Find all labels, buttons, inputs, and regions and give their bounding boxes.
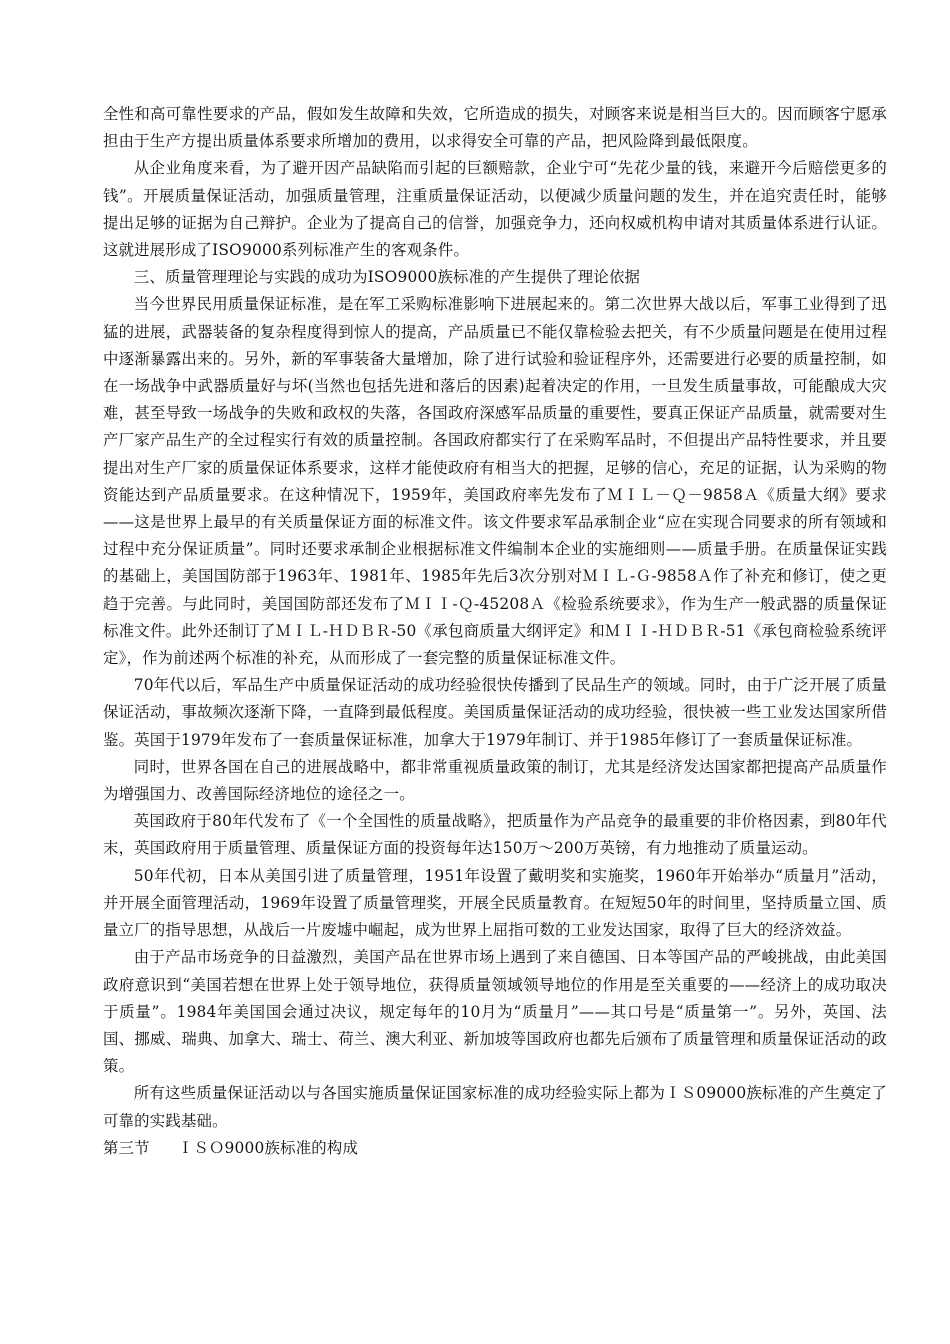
paragraph-continuation: 全性和高可靠性要求的产品，假如发生故障和失效，它所造成的损失，对顾客来说是相当巨大的。因而顾客宁愿承担由于生产方提出质量体系要求所增加的费用，以求得安全可靠的产品，把风险降到最低限度。 bbox=[103, 105, 887, 151]
paragraph-military-standards: 当今世界民用质量保证标准，是在军工采购标准影响下进展起来的。第二次世界大战以后，军事工业得到了迅猛的进展，武器装备的复杂程度得到惊人的提高，产品质量已不能仅靠检验去把关，有不少质量问题是在使用过程中逐渐暴露出来的。另外，新的军事装备大量增加，除了进行试验和验证程序外，还需要进行必要的质量控制，如在一场战争中武器质量好与坏(当然也包括先进和落后的因素)起着决定的作用，一旦发生质量事故，可能酿成大灾难，甚至导致一场战争的失败和政权的失落，各国政府深感军品质量的重要性，要真正保证产品质量，就需要对生产厂家产品生产的全过程实行有效的质量控制。各国政府都实行了在采购军品时，不但提出产品特性要求，并且要提出对生产厂家的质量保证体系要求，这样才能使政府有相当大的把握，足够的信心，充足的证据，认为采购的物资能达到产品质量要求。在这种情况下，1959年，美国政府率先发布了ＭＩＬ－Ｑ－9858Ａ《质量大纲》要求——这是世界上最早的有关质量保证方面的标准文件。该文件要求军品承制企业“应在实现合同要求的所有领域和过程中充分保证质量”。同时还要求承制企业根据标准文件编制本企业的实施细则——质量手册。在质量保证实践的基础上，美国国防部于1963年、1981年、1985年先后3次分别对ＭＩＬ-Ｇ-9858Ａ作了补充和修订，使之更趋于完善。与此同时，美国国防部还发布了ＭＩＩ-Ｑ-45208Ａ《检验系统要求》，作为生产一般武器的质量保证标准文件。此外还制订了ＭＩＬ-ＨＤＢＲ-50《承包商质量大纲评定》和ＭＩＩ-ＨＤＢＲ-51《承包商检验系统评定》，作为前述两个标准的补充，从而形成了一套完整的质量保证标准文件。 bbox=[103, 295, 887, 668]
subheading-theory-practice: 三、质量管理理论与实践的成功为ISO9000族标准的产生提供了理论依据 bbox=[133, 268, 641, 287]
section-heading bbox=[103, 1135, 887, 1162]
paragraph-conclusion: 所有这些质量保证活动以与各国实施质量保证国家标准的成功经验实际上都为ＩＳ09000族标准的产生奠定了可靠的实践基础。 bbox=[103, 1084, 887, 1130]
paragraph-enterprise-view: 从企业角度来看，为了避开因产品缺陷而引起的巨额赔款，企业宁可“先花少量的钱，来避开今后赔偿更多的钱”。开展质量保证活动，加强质量管理，注重质量保证活动，以便减少质量问题的发生，并在追究责任时，能够提出足够的证据为自己辩护。企业为了提高自己的信誉，加强竞争力，还向权威机构申请对其质量体系进行认证。这就进展形成了ISO9000系列标准产生的客观条件。 bbox=[103, 159, 887, 260]
document-page bbox=[103, 101, 887, 1162]
paragraph-uk-strategy: 英国政府于80年代发布了《一个全国性的质量战略》，把质量作为产品竞争的最重要的非价格因素，到80年代末，英国政府用于质量管理、质量保证方面的投资每年达150万～200万英镑，有力地推动了质量运动。 bbox=[103, 812, 887, 858]
paragraph-us-competition: 由于产品市场竞争的日益激烈，美国产品在世界市场上遇到了来自德国、日本等国产品的严峻挑战，由此美国政府意识到“美国若想在世界上处于领导地位，获得质量领域领导地位的作用是至关重要的——经济上的成功取决于质量”。1984年美国国会通过决议，规定每年的10月为“质量月”——其口号是“质量第一”。另外，英国、法国、挪威、瑞典、加拿大、瑞士、荷兰、澳大利亚、新加坡等国政府也都先后颁布了质量管理和质量保证活动的政策。 bbox=[103, 948, 887, 1076]
paragraph-japan: 50年代初，日本从美国引进了质量管理，1951年设置了戴明奖和实施奖，1960年开始举办“质量月”活动，并开展全面管理活动，1969年设置了质量管理奖，开展全民质量教育。在短短50年的时间里，坚持质量立国、质量立厂的指导思想，从战后一片废墟中崛起，成为世界上屈指可数的工业发达国家，取得了巨大的经济效益。 bbox=[103, 866, 887, 940]
paragraph-seventies: 70年代以后，军品生产中质量保证活动的成功经验很快传播到了民品生产的领域。同时，由于广泛开展了质量保证活动，事故频次逐渐下降，一直降到最低程度。美国质量保证活动的成功经验，很快被一些工业发达国家所借鉴。英国于1979年发布了一套质量保证标准，加拿大于1979年制订、并于1985年修订了一套质量保证标准。 bbox=[103, 676, 887, 749]
paragraph-quality-policy: 同时，世界各国在自己的进展战略中，都非常重视质量政策的制订，尤其是经济发达国家都把提高产品质量作为增强国力、改善国际经济地位的途径之一。 bbox=[103, 757, 887, 804]
section-number: 第三节 bbox=[103, 1138, 150, 1157]
section-title: ＩＳＯ9000族标准的构成 bbox=[177, 1138, 359, 1157]
